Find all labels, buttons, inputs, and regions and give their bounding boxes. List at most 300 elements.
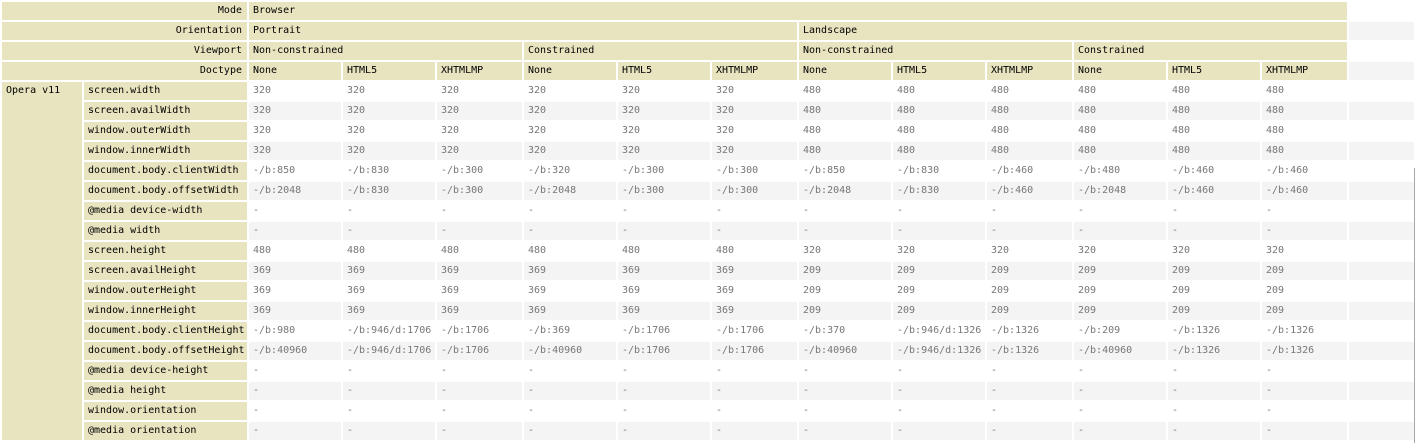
table-row xyxy=(2,362,1414,380)
value-cell: 480 xyxy=(622,245,641,256)
value-cell: 209 xyxy=(893,262,985,280)
value-cell: -/b:300 xyxy=(712,182,797,200)
value-cell: - xyxy=(249,422,341,440)
value-cell: -/b:1706 xyxy=(441,325,490,336)
value-cell: - xyxy=(991,405,998,416)
value-cell: -/b:1706 xyxy=(437,342,522,360)
value-cell: 209 xyxy=(1172,285,1191,296)
value-cell: - xyxy=(987,382,1072,400)
value-cell: 320 xyxy=(347,85,366,96)
property-cell: window.outerHeight xyxy=(84,282,247,300)
filler-cell xyxy=(1349,322,1414,340)
value-cell: 480 xyxy=(347,245,366,256)
filler-cell xyxy=(1349,42,1414,60)
header-row xyxy=(2,62,1414,80)
header-cell: Constrained xyxy=(1074,42,1347,60)
value-cell: - xyxy=(1266,205,1273,216)
value-cell: 320 xyxy=(1266,245,1285,256)
value-cell: 209 xyxy=(893,302,985,320)
value-cell: 369 xyxy=(249,262,341,280)
value-cell: -/b:946/d:1326 xyxy=(893,342,985,360)
value-cell: 480 xyxy=(1168,142,1260,160)
filler-cell xyxy=(1349,22,1414,40)
value-cell: -/b:300 xyxy=(622,165,665,176)
value-cell: - xyxy=(716,365,723,376)
value-cell: 369 xyxy=(618,262,710,280)
filler-cell xyxy=(1349,262,1414,280)
value-cell: - xyxy=(712,382,797,400)
value-cell: 369 xyxy=(524,302,616,320)
filler-cell xyxy=(1349,182,1414,200)
table-row xyxy=(2,342,1414,360)
table-row xyxy=(2,422,1414,440)
value-cell: -/b:40960 xyxy=(799,342,891,360)
filler-cell xyxy=(1349,282,1414,300)
header-cell: None xyxy=(524,62,616,80)
property-cell: screen.availWidth xyxy=(84,102,247,120)
property-cell: window.innerHeight xyxy=(84,302,247,320)
value-cell: - xyxy=(524,422,616,440)
value-cell: 480 xyxy=(1266,125,1285,136)
property-cell: document.body.offsetHeight xyxy=(84,342,247,360)
value-cell: 369 xyxy=(712,262,797,280)
value-cell: 320 xyxy=(712,102,797,120)
property-cell: document.body.clientHeight xyxy=(84,322,247,340)
value-cell: 480 xyxy=(528,245,547,256)
table-row xyxy=(2,142,1414,160)
value-cell: - xyxy=(991,205,998,216)
value-cell: - xyxy=(441,205,448,216)
property-cell: screen.width xyxy=(84,82,247,100)
value-cell: 369 xyxy=(618,302,710,320)
value-cell: - xyxy=(253,365,260,376)
value-cell: - xyxy=(622,405,629,416)
value-cell: - xyxy=(343,222,435,240)
value-cell: - xyxy=(1266,405,1273,416)
value-cell: - xyxy=(1074,222,1166,240)
value-cell: 320 xyxy=(343,102,435,120)
value-cell: - xyxy=(618,382,710,400)
header-cell: None xyxy=(1074,62,1166,80)
table-body xyxy=(2,2,1414,440)
value-cell: 480 xyxy=(1078,85,1097,96)
property-cell: screen.availHeight xyxy=(84,262,247,280)
value-cell: -/b:370 xyxy=(803,325,846,336)
value-cell: - xyxy=(893,422,985,440)
value-cell: -/b:1706 xyxy=(618,342,710,360)
value-cell: - xyxy=(893,222,985,240)
value-cell: 209 xyxy=(991,285,1010,296)
value-cell: 369 xyxy=(437,262,522,280)
table-row xyxy=(2,322,1414,340)
value-cell: -/b:946/d:1326 xyxy=(897,325,982,336)
value-cell: - xyxy=(712,422,797,440)
value-cell: 320 xyxy=(991,245,1010,256)
value-cell: 480 xyxy=(1172,125,1191,136)
value-cell: 320 xyxy=(524,102,616,120)
value-cell: - xyxy=(897,405,904,416)
value-cell: -/b:1326 xyxy=(1266,325,1315,336)
header-row xyxy=(2,22,1414,40)
value-cell: 320 xyxy=(712,142,797,160)
filler-cell xyxy=(1349,122,1414,140)
value-cell: - xyxy=(799,222,891,240)
value-cell: 320 xyxy=(622,85,641,96)
value-cell: -/b:2048 xyxy=(1074,182,1166,200)
value-cell: 369 xyxy=(343,262,435,280)
browser-name-cell: Opera v11 xyxy=(2,82,82,440)
value-cell: 209 xyxy=(799,302,891,320)
value-cell: -/b:830 xyxy=(897,165,940,176)
value-cell: - xyxy=(618,422,710,440)
header-cell: Browser xyxy=(249,2,1347,20)
value-cell: 369 xyxy=(249,302,341,320)
value-cell: 480 xyxy=(803,85,822,96)
header-cell: XHTMLMP xyxy=(712,62,797,80)
value-cell: -/b:320 xyxy=(528,165,571,176)
value-cell: - xyxy=(347,405,354,416)
table-row xyxy=(2,202,1414,220)
row-label: Viewport xyxy=(2,42,247,60)
filler-cell xyxy=(1349,82,1414,100)
row-label: Orientation xyxy=(2,22,247,40)
value-cell: - xyxy=(253,205,260,216)
header-cell: Portrait xyxy=(249,22,797,40)
value-cell: - xyxy=(437,382,522,400)
value-cell: 209 xyxy=(987,262,1072,280)
table-row xyxy=(2,162,1414,180)
table-row xyxy=(2,282,1414,300)
property-cell: screen.height xyxy=(84,242,247,260)
filler-cell xyxy=(1349,202,1414,220)
value-cell: 320 xyxy=(618,142,710,160)
value-cell: 369 xyxy=(437,302,522,320)
value-cell: - xyxy=(1168,422,1260,440)
value-cell: 369 xyxy=(622,285,641,296)
value-cell: 369 xyxy=(524,262,616,280)
table-row xyxy=(2,402,1414,420)
value-cell: 480 xyxy=(987,142,1072,160)
value-cell: 320 xyxy=(343,142,435,160)
value-cell: - xyxy=(799,422,891,440)
value-cell: 369 xyxy=(712,302,797,320)
value-cell: 480 xyxy=(1168,102,1260,120)
value-cell: 480 xyxy=(1074,102,1166,120)
value-cell: 480 xyxy=(253,245,272,256)
value-cell: - xyxy=(524,222,616,240)
value-cell: 320 xyxy=(622,125,641,136)
value-cell: - xyxy=(622,365,629,376)
filler-cell xyxy=(1349,222,1414,240)
header-cell: None xyxy=(249,62,341,80)
value-cell: 320 xyxy=(437,102,522,120)
property-cell: document.body.offsetWidth xyxy=(84,182,247,200)
value-cell: -/b:850 xyxy=(803,165,846,176)
header-cell: HTML5 xyxy=(1168,62,1260,80)
filler-cell xyxy=(1349,2,1414,20)
value-cell: 320 xyxy=(618,102,710,120)
header-cell: HTML5 xyxy=(893,62,985,80)
value-cell: 369 xyxy=(441,285,460,296)
value-cell: -/b:300 xyxy=(618,182,710,200)
value-cell: 209 xyxy=(897,285,916,296)
value-cell: -/b:460 xyxy=(1262,182,1347,200)
value-cell: - xyxy=(716,405,723,416)
value-cell: 480 xyxy=(897,125,916,136)
value-cell: 320 xyxy=(441,125,460,136)
value-cell: 320 xyxy=(716,125,735,136)
value-cell: -/b:209 xyxy=(1078,325,1121,336)
value-cell: 320 xyxy=(253,125,272,136)
value-cell: -/b:2048 xyxy=(249,182,341,200)
row-label: Doctype xyxy=(2,62,247,80)
value-cell: 480 xyxy=(1074,142,1166,160)
value-cell: 320 xyxy=(1172,245,1191,256)
table-row xyxy=(2,182,1414,200)
value-cell: 480 xyxy=(893,102,985,120)
filler-cell xyxy=(1349,342,1414,360)
value-cell: - xyxy=(1074,382,1166,400)
header-cell: XHTMLMP xyxy=(1262,62,1347,80)
header-cell: Landscape xyxy=(799,22,1347,40)
value-cell: - xyxy=(249,222,341,240)
value-cell: 480 xyxy=(799,102,891,120)
property-cell: window.orientation xyxy=(84,402,247,420)
header-cell: Non-constrained xyxy=(249,42,522,60)
value-cell: -/b:40960 xyxy=(1074,342,1166,360)
value-cell: -/b:830 xyxy=(343,182,435,200)
value-cell: -/b:1326 xyxy=(1172,325,1221,336)
value-cell: 209 xyxy=(1168,302,1260,320)
value-cell: - xyxy=(1078,365,1085,376)
table-row xyxy=(2,102,1414,120)
value-cell: -/b:480 xyxy=(1078,165,1121,176)
value-cell: - xyxy=(343,382,435,400)
value-cell: -/b:1706 xyxy=(716,325,765,336)
right-edge-line xyxy=(1414,168,1415,443)
value-cell: -/b:460 xyxy=(1168,182,1260,200)
value-cell: 480 xyxy=(991,125,1010,136)
value-cell: 209 xyxy=(1074,302,1166,320)
header-cell: HTML5 xyxy=(618,62,710,80)
value-cell: - xyxy=(524,382,616,400)
value-cell: 480 xyxy=(897,85,916,96)
property-cell: @media device-width xyxy=(84,202,247,220)
value-cell: 320 xyxy=(249,102,341,120)
value-cell: 209 xyxy=(1078,285,1097,296)
value-cell: 480 xyxy=(1266,85,1285,96)
filler-cell xyxy=(1349,302,1414,320)
value-cell: - xyxy=(347,365,354,376)
value-cell: - xyxy=(441,365,448,376)
value-cell: - xyxy=(437,222,522,240)
value-cell: - xyxy=(528,365,535,376)
value-cell: 320 xyxy=(437,142,522,160)
filler-cell xyxy=(1349,362,1414,380)
value-cell: - xyxy=(1172,405,1179,416)
row-label: Mode xyxy=(2,2,247,20)
value-cell: - xyxy=(343,422,435,440)
value-cell: - xyxy=(1266,365,1273,376)
property-cell: @media device-height xyxy=(84,362,247,380)
filler-cell xyxy=(1349,422,1414,440)
value-cell: 369 xyxy=(528,285,547,296)
table-row xyxy=(2,242,1414,260)
value-cell: - xyxy=(991,365,998,376)
value-cell: 320 xyxy=(524,142,616,160)
property-cell: @media orientation xyxy=(84,422,247,440)
value-cell: - xyxy=(1172,205,1179,216)
value-cell: -/b:830 xyxy=(893,182,985,200)
value-cell: 209 xyxy=(1074,262,1166,280)
value-cell: 480 xyxy=(441,245,460,256)
value-cell: -/b:946/d:1706 xyxy=(347,325,432,336)
value-cell: 480 xyxy=(1078,125,1097,136)
value-cell: -/b:460 xyxy=(1172,165,1215,176)
value-cell: - xyxy=(622,205,629,216)
value-cell: 209 xyxy=(1168,262,1260,280)
value-cell: 480 xyxy=(803,125,822,136)
header-cell: Non-constrained xyxy=(799,42,1072,60)
value-cell: - xyxy=(803,365,810,376)
value-cell: -/b:850 xyxy=(253,165,296,176)
filler-cell xyxy=(1349,142,1414,160)
value-cell: -/b:460 xyxy=(1266,165,1309,176)
property-cell: window.outerWidth xyxy=(84,122,247,140)
header-cell: None xyxy=(799,62,891,80)
value-cell: 320 xyxy=(897,245,916,256)
value-cell: 369 xyxy=(343,302,435,320)
value-cell: -/b:946/d:1706 xyxy=(343,342,435,360)
value-cell: -/b:1326 xyxy=(1262,342,1347,360)
value-cell: 480 xyxy=(716,245,735,256)
value-cell: 320 xyxy=(528,85,547,96)
table-row xyxy=(2,382,1414,400)
value-cell: -/b:369 xyxy=(528,325,571,336)
value-cell: 320 xyxy=(528,125,547,136)
header-cell: HTML5 xyxy=(343,62,435,80)
filler-cell xyxy=(1349,162,1414,180)
value-cell: 480 xyxy=(1262,142,1347,160)
filler-cell xyxy=(1349,242,1414,260)
value-cell: 480 xyxy=(987,102,1072,120)
value-cell: -/b:300 xyxy=(437,182,522,200)
value-cell: -/b:1326 xyxy=(991,325,1040,336)
value-cell: - xyxy=(437,422,522,440)
value-cell: - xyxy=(1168,382,1260,400)
value-cell: 480 xyxy=(799,142,891,160)
value-cell: 320 xyxy=(1078,245,1097,256)
value-cell: - xyxy=(618,222,710,240)
table-row xyxy=(2,222,1414,240)
value-cell: -/b:1326 xyxy=(987,342,1072,360)
value-cell: - xyxy=(803,205,810,216)
property-cell: @media height xyxy=(84,382,247,400)
value-cell: 480 xyxy=(1172,85,1191,96)
table-row xyxy=(2,262,1414,280)
value-cell: - xyxy=(893,382,985,400)
value-cell: 320 xyxy=(716,85,735,96)
value-cell: -/b:1706 xyxy=(712,342,797,360)
value-cell: 320 xyxy=(347,125,366,136)
value-cell: -/b:1706 xyxy=(622,325,671,336)
value-cell: - xyxy=(1078,405,1085,416)
value-cell: - xyxy=(1172,365,1179,376)
value-cell: - xyxy=(253,405,260,416)
value-cell: -/b:40960 xyxy=(524,342,616,360)
value-cell: -/b:300 xyxy=(716,165,759,176)
value-cell: -/b:40960 xyxy=(249,342,341,360)
value-cell: 480 xyxy=(991,85,1010,96)
value-cell: -/b:2048 xyxy=(799,182,891,200)
value-cell: - xyxy=(1078,205,1085,216)
value-cell: - xyxy=(712,222,797,240)
filler-cell xyxy=(1349,382,1414,400)
header-row xyxy=(2,42,1414,60)
header-cell: Constrained xyxy=(524,42,797,60)
value-cell: - xyxy=(799,382,891,400)
value-cell: 320 xyxy=(249,142,341,160)
value-cell: 209 xyxy=(1262,302,1347,320)
value-cell: 369 xyxy=(253,285,272,296)
property-cell: document.body.clientWidth xyxy=(84,162,247,180)
value-cell: 320 xyxy=(441,85,460,96)
value-cell: -/b:2048 xyxy=(524,182,616,200)
value-cell: -/b:830 xyxy=(347,165,390,176)
value-cell: - xyxy=(1262,222,1347,240)
value-cell: - xyxy=(897,205,904,216)
value-cell: -/b:460 xyxy=(991,165,1034,176)
value-cell: 209 xyxy=(799,262,891,280)
header-row xyxy=(2,2,1414,20)
value-cell: 320 xyxy=(253,85,272,96)
value-cell: -/b:300 xyxy=(441,165,484,176)
filler-cell xyxy=(1349,402,1414,420)
property-cell: @media width xyxy=(84,222,247,240)
value-cell: - xyxy=(528,205,535,216)
property-cell: window.innerWidth xyxy=(84,142,247,160)
value-cell: 480 xyxy=(893,142,985,160)
value-cell: 369 xyxy=(716,285,735,296)
value-cell: 209 xyxy=(1262,262,1347,280)
value-cell: 209 xyxy=(987,302,1072,320)
value-cell: -/b:980 xyxy=(253,325,296,336)
table-row xyxy=(2,82,1414,100)
header-cell: XHTMLMP xyxy=(437,62,522,80)
value-cell: - xyxy=(1262,382,1347,400)
header-cell: XHTMLMP xyxy=(987,62,1072,80)
value-cell: 209 xyxy=(803,285,822,296)
value-cell: - xyxy=(1074,422,1166,440)
value-cell: - xyxy=(1262,422,1347,440)
value-cell: - xyxy=(249,382,341,400)
value-cell: - xyxy=(716,205,723,216)
value-cell: - xyxy=(441,405,448,416)
value-cell: - xyxy=(347,205,354,216)
value-cell: - xyxy=(803,405,810,416)
value-cell: 369 xyxy=(347,285,366,296)
value-cell: - xyxy=(987,422,1072,440)
value-cell: - xyxy=(897,365,904,376)
value-cell: -/b:460 xyxy=(987,182,1072,200)
filler-cell xyxy=(1349,62,1414,80)
value-cell: 209 xyxy=(1266,285,1285,296)
value-cell: - xyxy=(987,222,1072,240)
table-row xyxy=(2,122,1414,140)
value-cell: -/b:1326 xyxy=(1168,342,1260,360)
table-row xyxy=(2,302,1414,320)
value-cell: - xyxy=(1168,222,1260,240)
